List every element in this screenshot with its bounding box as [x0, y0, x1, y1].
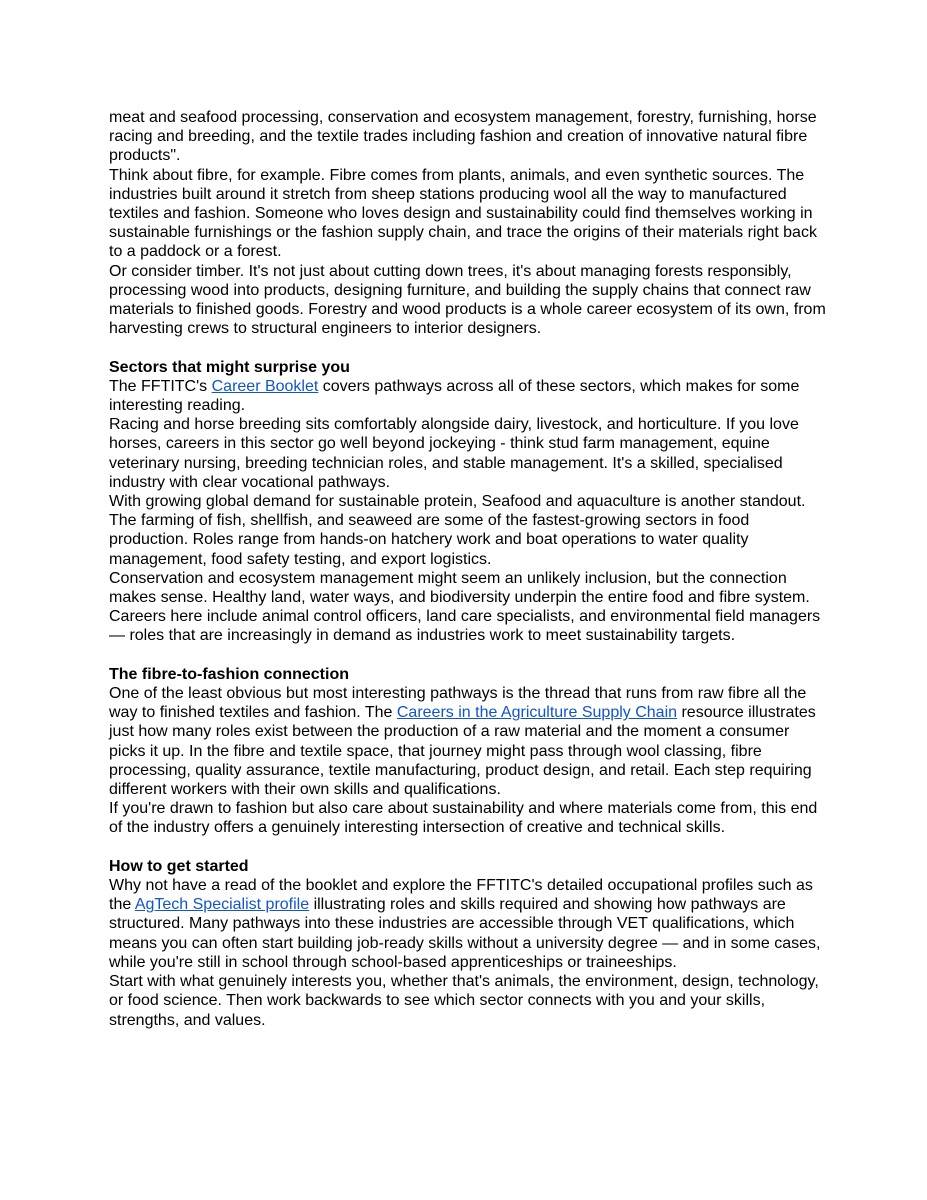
- sectors-p1-tail: covers pathways across all of these sectors, which makes for some interesting reading.: [109, 377, 800, 415]
- supply-chain-careers-link[interactable]: Careers in the Agriculture Supply Chain: [396, 704, 678, 722]
- sectors-heading: Sectors that might surprise you: [109, 358, 350, 376]
- intro-paragraph-2: Think about fibre, for example. Fibre comes from plants, animals, and even synthetic sources. The industries built around it stretch from sheep stations producing wool all the way to manufactured textiles and fashion. Someone who loves design and sustainability could find themselves working in sustainable furnishings or the fashion supply chain, and trace the origins of their materials right back to a paddock or a forest.: [109, 166, 817, 261]
- start-p1-tail: illustrating roles and skills required and showing how pathways are structured. Many pathways into these industries are accessible through VET qualifications, which means you can often start building job-ready skills without a university degree — and in some cases, while you're still in school through school-based apprenticeships or traineeships.: [109, 896, 821, 971]
- sectors-paragraph-2: Racing and horse breeding sits comfortably alongside dairy, livestock, and horticulture. If you love horses, careers in this sector go well beyond jockeying - think stud farm management, equine veterinary nursing, breeding technician roles, and stable management. It's a skilled, specialised industry with clear vocational pathways.: [109, 416, 799, 491]
- sectors-paragraph-3: With growing global demand for sustainable protein, Seafood and aquaculture is another standout. The farming of fish, shellfish, and seaweed are some of the fastest-growing sectors in food production. Roles range from hands-on hatchery work and boat operations to water quality management, food safety testing, and export logistics.: [109, 493, 806, 568]
- fibre-heading: The fibre-to-fashion connection: [109, 665, 349, 683]
- document-body: [109, 108, 829, 1030]
- fibre-p1-lead: One of the least obvious but most interesting pathways is the thread that runs from raw fibre all the way to finished textiles and fashion. The: [109, 685, 807, 722]
- sectors-paragraph-1: [109, 377, 829, 415]
- intro-paragraph-3: Or consider timber. It's not just about cutting down trees, it's about managing forests responsibly, processing wood into products, designing furniture, and building the supply chains that connect raw materials to finished goods. Forestry and wood products is a whole career ecosystem of its own, from harvesting crews to structural engineers to interior designers.: [109, 262, 826, 338]
- start-heading: How to get started: [109, 857, 249, 875]
- section-spacer: [109, 646, 829, 665]
- section-spacer: [109, 838, 829, 857]
- sectors-paragraph-4: Conservation and ecosystem management might seem an unlikely inclusion, but the connection makes sense. Healthy land, water ways, and biodiversity underpin the entire food and fibre system. Careers here include animal control officers, land care specialists, and environmental field managers — roles that are increasingly in demand as industries work to meet sustainability targets.: [109, 569, 821, 645]
- start-paragraph-1: [109, 876, 829, 972]
- fibre-p1-tail: resource illustrates just how many roles exist between the production of a raw material and the moment a consumer picks it up. In the fibre and textile space, that journey might pass through wool classing, fibre processing, quality assurance, textile manufacturing, product design, and retail. Each step requiring different workers with their own skills and qualifications.: [109, 704, 816, 799]
- intro-paragraph-1: meat and seafood processing, conservation and ecosystem management, forestry, furnishing, horse racing and breeding, and the textile trades including fashion and creation of innovative natural fibre products".: [109, 109, 817, 165]
- start-p1-lead: Why not have a read of the booklet and explore the FFTITC's detailed occupational profiles such as the: [109, 877, 813, 914]
- fibre-paragraph-2: If you're drawn to fashion but also care about sustainability and where materials come from, this end of the industry offers a genuinely interesting intersection of creative and technical skills.: [109, 800, 818, 837]
- sectors-p1-lead: The FFTITC's: [109, 377, 212, 395]
- start-paragraph-2: Start with what genuinely interests you, whether that's animals, the environment, design, technology, or food science. Then work backwards to see which sector connects with you and your skills, strengths, and values.: [109, 973, 819, 1029]
- fibre-paragraph-1: [109, 684, 829, 799]
- agtech-specialist-profile-link[interactable]: AgTech Specialist profile: [134, 896, 310, 914]
- section-spacer: [109, 338, 829, 357]
- career-booklet-link[interactable]: Career Booklet: [211, 377, 319, 395]
